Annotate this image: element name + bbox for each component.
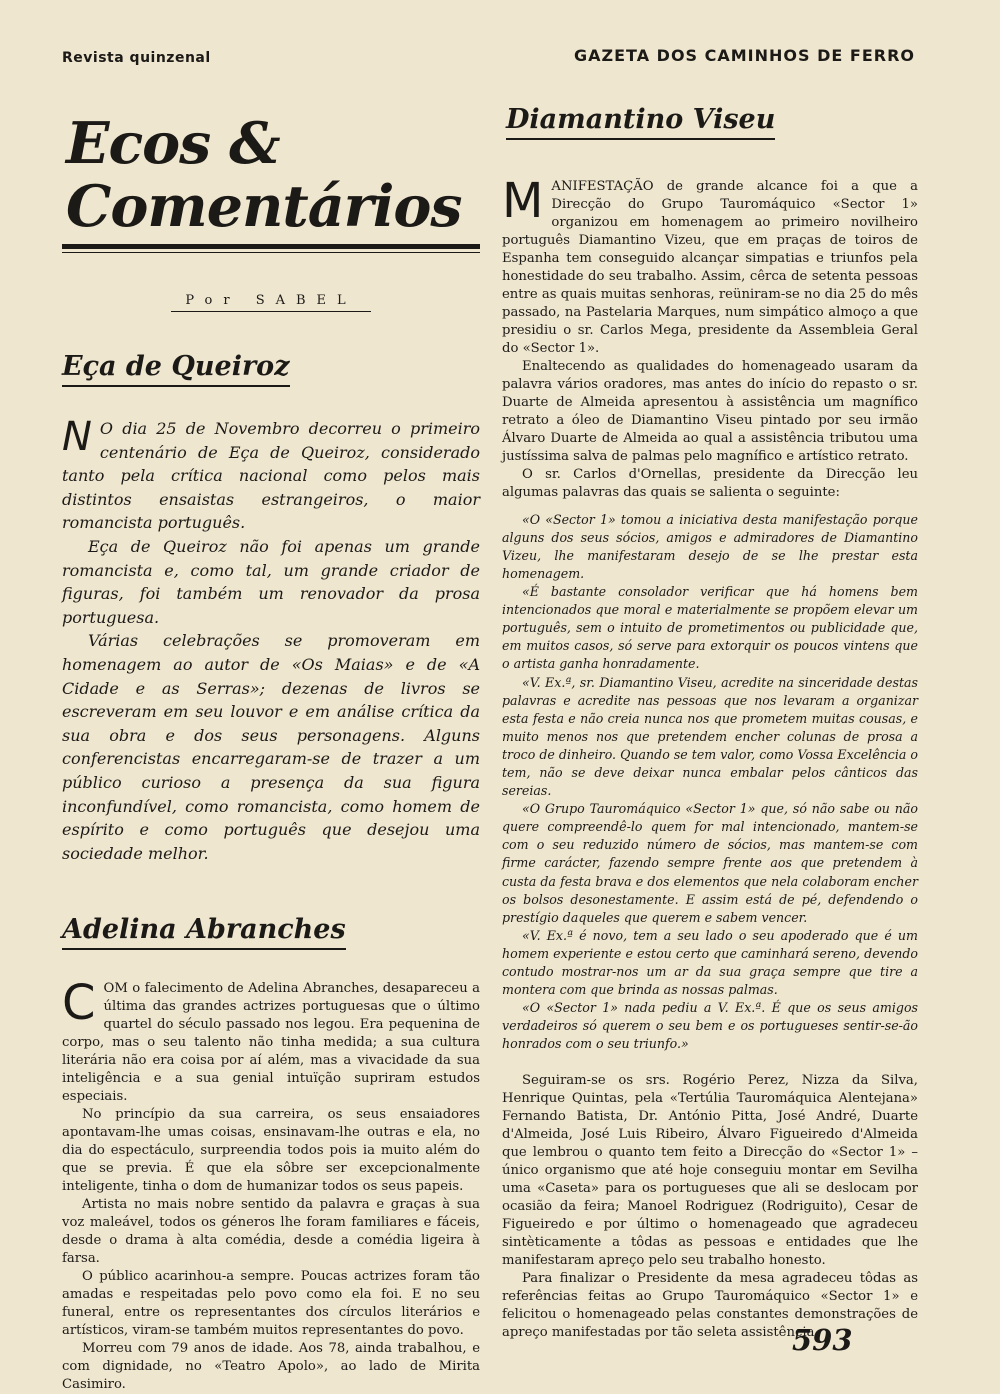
eca-paragraph-1 xyxy=(62,414,480,535)
adelina-p1-text: OM o falecimento de Adelina Abranches, desapareceu a última das grandes actrizes portuguesas que o último quartel do século passado nos legou. Era pequenina de corpo, mas o seu talento não tinha medida; a sua cultura literária não era coisa por aí além, mas a vivacidade da sua inteligência e a sua genial intuïção supriram estudos especiais. xyxy=(62,981,480,1105)
adelina-title: Adelina Abranches xyxy=(62,915,346,950)
eca-body xyxy=(62,414,480,865)
header-left: Revista quinzenal xyxy=(62,50,211,66)
byline: Por SABEL xyxy=(185,293,357,309)
quote-paragraph-1: «O «Sector 1» tomou a iniciativa desta manifestação porque alguns dos seus sócios, amigos e admiradores de Diamantino Vizeu, lhe manifestaram desejo de se lhe prestar esta homenagem. xyxy=(502,511,918,581)
right-column xyxy=(502,105,918,1342)
quote-paragraph-3: «V. Ex.ª, sr. Diamantino Viseu, acredite na sinceridade destas palavras e acredite nas pessoas que nos levaram a organizar esta festa e não creia nunca nos que prometem muitas cousas, e muito menos nos que pretendem encher colunas de prosa a troco de dinheiro. Quando se tem valor, como Vossa Excelência o tem, não se deve deixar nunca embalar pelos cânticos das sereias. xyxy=(502,674,918,799)
page-number: 593 xyxy=(792,1323,853,1357)
adelina-paragraph-1 xyxy=(62,975,480,1106)
left-column xyxy=(62,105,480,1394)
eca-paragraph-2: Eça de Queiroz não foi apenas um grande romancista e, como tal, um grande criador de figuras, foi também um renovador da prosa portuguesa. xyxy=(62,537,480,627)
diamantino-body xyxy=(502,172,919,502)
quote-paragraph-2: «É bastante consolador verificar que há homens bem intencionados que moral e materialmente se propõem elevar um português, sem o intuito de prometimentos ou publicidade que, em muitos casos, só serve para extorquir os poucos vintens que o artista ganha honradamente. xyxy=(502,584,918,672)
eca-section xyxy=(62,352,480,865)
masthead-title: Ecos & Comentários xyxy=(66,110,462,240)
eca-title: Eça de Queiroz xyxy=(62,352,290,387)
diamantino-title: Diamantino Viseu xyxy=(506,105,775,140)
diamantino-paragraph-2: Enaltecendo as qualidades do homenageado usaram da palavra vários oradores, mas antes do início do repasto o sr. Duarte de Almeida apresentou à assistência um magnífico retrato a óleo de Diamantino Viseu pintado por seu irmão Álvaro Duarte de Almeida ao qual a assistência tributou uma justíssima salva de palmas pelo magnífico e artístico retrato. xyxy=(502,358,918,464)
masthead-rule xyxy=(62,244,480,249)
diamantino-paragraph-3: O sr. Carlos d'Ornellas, presidente da Direcção leu algumas palavras das quais se salienta o seguinte: xyxy=(502,466,918,500)
diamantino-p1-text: ANIFESTAÇÃO de grande alcance foi a que a Direcção do Grupo Tauromáquico «Sector 1» organizou em homenagem ao primeiro novilheiro português Diamantino Vizeu, que em praças de toiros de Espanha tem conseguido alcançar simpatias e triunfos pela honestidade do seu trabalho. Assim, cêrca de setenta pessoas entre as quais muitas senhoras, reüniram-se no dia 25 do mês passado, na Pastelaria Marques, num simpático almoço a que presidiu o sr. Carlos Mega, presidente da Assembleia Geral do «Sector 1». xyxy=(502,178,919,356)
adelina-paragraph-2: No princípio da sua carreira, os seus ensaiadores apontavam-lhe umas coisas, ensinavam-lhe outras e ela, no dia do espectáculo, surpreendia todos pois ia muito além do que se previa. É que ela sôbre ser excepcionalmente inteligente, tinha o dom de humanizar todos os seus papeis. xyxy=(62,1107,480,1195)
quote-paragraph-5: «V. Ex.ª é novo, tem a seu lado o seu apoderado que é um homem experiente e estou certo que caminhará sereno, devendo contudo mostrar-nos um ar da sua graça sempre que tire a montera com que brinda as nossas palmas. xyxy=(502,927,918,998)
quote-paragraph-6: «O «Sector 1» nada pediu a V. Ex.ª. É que os seus amigos verdadeiros só querem o seu bem e os portugueses sentir-se-ão honrados com o seu triunfo.» xyxy=(502,1000,918,1052)
adelina-body xyxy=(62,975,480,1394)
byline-rule xyxy=(171,311,371,312)
adelina-section xyxy=(62,915,480,1394)
eca-paragraph-3: Várias celebrações se promoveram em homenagem ao autor de «Os Maias» e de «A Cidade e as Serras»; dezenas de livros se escreveram em seu louvor e em análise crítica da sua obra e dos seus personagens. Alguns conferencistas encarregaram-se de trazer a um público curioso a presença da sua figura inconfundível, como romancista, como homem de espírito e como português que desejou uma sociedade melhor. xyxy=(62,631,480,863)
diamantino-paragraph-1 xyxy=(502,172,919,358)
adelina-paragraph-4: O público acarinhou-a sempre. Poucas actrizes foram tão amadas e respeitadas pelo povo como ela foi. E no seu funeral, entre os representantes dos círculos literários e artísticos, viram-se também muitos representantes do povo. xyxy=(62,1269,480,1339)
quote-paragraph-4: «O Grupo Tauromáquico «Sector 1» que, só não sabe ou não quere compreendê-lo quem for mal intencionado, mantem-se com o seu reduzido número de sócios, mas mantem-se com firme carácter, fazendo sempre frente aos que pretendem à custa da festa brava e dos elementos que nela colaboram encher os bolsos desonestamente. E assim está de pé, defendendo o prestígio daqueles que querem e sabem vencer. xyxy=(502,801,918,925)
diamantino-paragraph-5: Para finalizar o Presidente da mesa agradeceu tôdas as referências feitas ao Grupo Tauromáquico «Sector 1» e felicitou o homenageado pelas constantes demonstrações de apreço manifestadas por tão seleta assistência. xyxy=(502,1270,918,1340)
diamantino-dropcap: M xyxy=(502,172,544,229)
diamantino-quote xyxy=(502,511,918,1054)
header-right: GAZETA DOS CAMINHOS DE FERRO xyxy=(573,46,915,65)
eca-dropcap: N xyxy=(62,414,92,461)
diamantino-paragraph-4: Seguiram-se os srs. Rogério Perez, Nizza da Silva, Henrique Quintas, pela «Tertúlia Tauromáquica Alentejana» Fernando Batista, Dr. António Pitta, José André, Duarte d'Almeida, José Luis Ribeiro, Álvaro Figueiredo d'Almeida que lembrou o quanto tem feito a Direcção do «Sector 1» – único organismo que até hoje conseguiu montar em Sevilha uma «Caseta» para os portugueses que ali se deslocam por ocasião da feira; Manoel Rodriguez (Rodriguito), Cesar de Figueiredo e por último o homenageado que agradeceu sintèticamente a tôdas as pessoas e entidades que lhe manifestaram apreço pelo seu trabalho honesto. xyxy=(502,1072,918,1268)
eca-p1-text: O dia 25 de Novembro decorreu o primeiro centenário de Eça de Queiroz, considerado tanto pela crítica nacional como pelos mais distintos ensaistas estrangeiros, o maior romancista português. xyxy=(62,419,480,533)
adelina-paragraph-3: Artista no mais nobre sentido da palavra e graças à sua voz maleável, todos os géneros lhe foram familiares e fáceis, desde o drama à alta comédia, desde a comédia ligeira à farsa. xyxy=(62,1197,480,1267)
adelina-paragraph-5: Morreu com 79 anos de idade. Aos 78, ainda trabalhou, e com dignidade, no «Teatro Apolo», ao lado de Mirita Casimiro. xyxy=(62,1341,480,1393)
masthead-rule-thin xyxy=(62,252,480,253)
adelina-dropcap: C xyxy=(62,975,96,1032)
diamantino-body-end xyxy=(502,1072,918,1342)
